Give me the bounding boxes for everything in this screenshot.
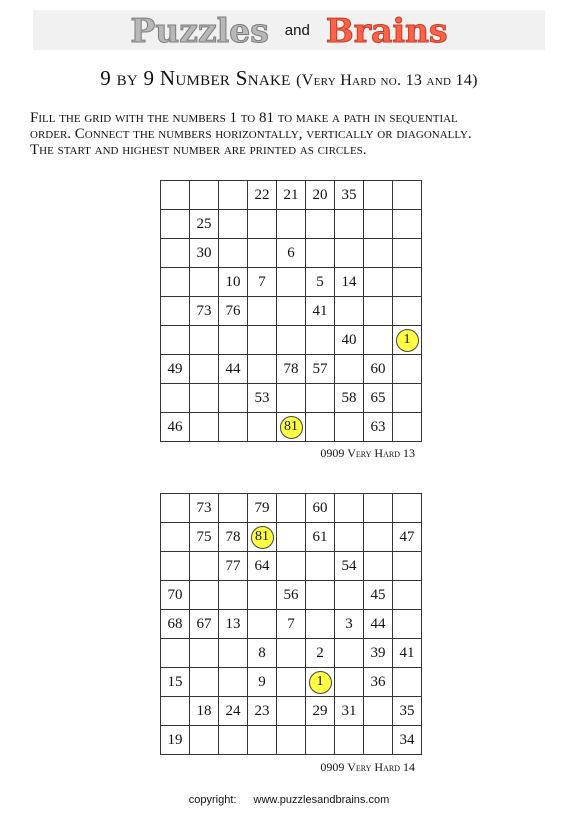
grid-cell[interactable]	[161, 384, 190, 413]
circled-number: 81	[251, 526, 274, 549]
grid-cell[interactable]	[306, 384, 335, 413]
puzzle-caption: 0909 Very Hard 14	[320, 760, 415, 774]
cell-number: 78	[283, 360, 299, 377]
grid-cell[interactable]	[190, 639, 219, 668]
cell-number: 56	[283, 586, 299, 603]
grid-cell[interactable]	[393, 494, 422, 523]
grid-cell[interactable]	[335, 326, 364, 355]
grid-cell[interactable]	[335, 581, 364, 610]
grid-cell[interactable]	[335, 726, 364, 755]
grid-cell[interactable]	[161, 413, 190, 442]
grid-cell[interactable]	[364, 239, 393, 268]
grid-cell[interactable]	[393, 523, 422, 552]
grid-cell[interactable]	[306, 268, 335, 297]
grid-cell[interactable]	[277, 639, 306, 668]
grid-cell[interactable]	[393, 239, 422, 268]
grid-cell[interactable]	[364, 355, 393, 384]
cell-number: 61	[312, 528, 328, 545]
grid-cell[interactable]	[306, 581, 335, 610]
cell-number: 44	[370, 615, 386, 632]
grid-cell[interactable]	[161, 668, 190, 697]
grid-cell[interactable]	[219, 326, 248, 355]
grid-cell[interactable]	[161, 552, 190, 581]
grid-cell[interactable]	[219, 181, 248, 210]
copyright-url[interactable]: www.puzzlesandbrains.com	[253, 794, 390, 806]
cell-number: 19	[167, 731, 183, 748]
grid-cell[interactable]	[393, 639, 422, 668]
cell-number: 78	[225, 528, 241, 545]
grid-cell[interactable]	[219, 639, 248, 668]
instruction-line: order. Connect the numbers horizontally, vertically or diagonally.	[30, 126, 472, 142]
grid-cell[interactable]	[364, 697, 393, 726]
grid-cell[interactable]	[190, 581, 219, 610]
grid-cell[interactable]	[335, 181, 364, 210]
circled-number: 1	[309, 671, 332, 694]
cell-number: 15	[167, 673, 183, 690]
grid-cell[interactable]	[335, 697, 364, 726]
grid-cell[interactable]	[219, 523, 248, 552]
cell-number: 9	[258, 673, 266, 690]
grid-cell[interactable]	[219, 384, 248, 413]
grid-cell[interactable]	[190, 697, 219, 726]
title-main: 9 by 9 Number Snake	[100, 66, 291, 90]
grid-cell[interactable]	[248, 552, 277, 581]
grid-cell[interactable]	[219, 581, 248, 610]
cell-number: 34	[399, 731, 415, 748]
cell-number: 63	[370, 418, 386, 435]
grid-cell[interactable]	[219, 668, 248, 697]
grid-cell[interactable]	[335, 494, 364, 523]
circled-number: 1	[396, 329, 419, 352]
grid-cell[interactable]	[219, 239, 248, 268]
grid-cell[interactable]	[219, 268, 248, 297]
grid-cell[interactable]	[277, 668, 306, 697]
cell-number: 40	[341, 331, 357, 348]
grid-cell[interactable]	[190, 668, 219, 697]
grid-cell[interactable]	[335, 413, 364, 442]
grid-cell[interactable]	[248, 610, 277, 639]
grid-row	[161, 639, 422, 668]
instruction-line: Fill the grid with the numbers 1 to 81 to make a path in sequential	[30, 110, 458, 126]
grid-cell[interactable]	[277, 494, 306, 523]
grid-cell[interactable]	[190, 552, 219, 581]
grid-cell[interactable]	[161, 494, 190, 523]
grid-cell[interactable]	[248, 326, 277, 355]
grid-cell[interactable]	[161, 297, 190, 326]
cell-number: 60	[312, 499, 328, 516]
grid-cell[interactable]	[277, 697, 306, 726]
cell-number: 8	[258, 644, 266, 661]
cell-number: 75	[196, 528, 212, 545]
grid-cell[interactable]	[306, 726, 335, 755]
grid-cell[interactable]	[277, 413, 306, 442]
grid-cell[interactable]	[393, 413, 422, 442]
cell-number: 54	[341, 557, 357, 574]
cell-number: 3	[345, 615, 353, 632]
grid-cell[interactable]	[306, 210, 335, 239]
grid-cell[interactable]	[219, 494, 248, 523]
cell-number: 25	[196, 215, 212, 232]
grid-row	[161, 552, 422, 581]
grid-cell[interactable]	[219, 355, 248, 384]
cell-number: 7	[258, 273, 266, 290]
cell-number: 7	[287, 615, 295, 632]
grid-cell[interactable]	[161, 610, 190, 639]
grid-cell[interactable]	[248, 181, 277, 210]
grid-cell[interactable]	[393, 297, 422, 326]
grid-cell[interactable]	[219, 552, 248, 581]
grid-cell[interactable]	[190, 355, 219, 384]
grid-cell[interactable]	[190, 523, 219, 552]
cell-number: 67	[196, 615, 212, 632]
cell-number: 41	[312, 302, 328, 319]
grid-row	[161, 697, 422, 726]
cell-number: 79	[254, 499, 270, 516]
grid-row	[161, 210, 422, 239]
grid-cell[interactable]	[306, 326, 335, 355]
grid-cell[interactable]	[190, 610, 219, 639]
grid-cell[interactable]	[335, 268, 364, 297]
grid-cell[interactable]	[248, 268, 277, 297]
site-logo-banner	[33, 10, 545, 50]
grid-cell[interactable]	[277, 210, 306, 239]
grid-cell[interactable]	[161, 210, 190, 239]
grid-cell[interactable]	[364, 210, 393, 239]
grid-cell[interactable]	[306, 610, 335, 639]
grid-cell[interactable]	[393, 355, 422, 384]
circled-number: 81	[280, 416, 303, 439]
puzzle-caption: 0909 Very Hard 13	[320, 446, 415, 460]
puzzle-grid-very-hard-13	[160, 180, 422, 442]
instruction-line: The start and highest number are printed as circles.	[30, 142, 367, 158]
cell-number: 14	[341, 273, 357, 290]
grid-cell[interactable]	[364, 494, 393, 523]
grid-cell[interactable]	[364, 268, 393, 297]
grid-cell[interactable]	[364, 639, 393, 668]
grid-cell[interactable]	[306, 413, 335, 442]
cell-number: 29	[312, 702, 328, 719]
grid-cell[interactable]	[335, 610, 364, 639]
grid-cell[interactable]	[161, 697, 190, 726]
cell-number: 58	[341, 389, 357, 406]
grid-cell[interactable]	[393, 581, 422, 610]
grid-cell[interactable]	[393, 326, 422, 355]
copyright-footer	[0, 794, 578, 806]
grid-cell[interactable]	[364, 181, 393, 210]
cell-number: 10	[225, 273, 241, 290]
cell-number: 53	[254, 389, 270, 406]
grid-cell[interactable]	[219, 726, 248, 755]
grid-cell[interactable]	[364, 581, 393, 610]
logo-word-puzzles: Puzzles	[130, 10, 269, 50]
grid-cell[interactable]	[306, 239, 335, 268]
grid-cell[interactable]	[306, 355, 335, 384]
grid-cell[interactable]	[364, 668, 393, 697]
cell-number: 60	[370, 360, 386, 377]
grid-cell[interactable]	[190, 413, 219, 442]
grid-cell[interactable]	[306, 668, 335, 697]
grid-cell[interactable]	[190, 726, 219, 755]
cell-number: 13	[225, 615, 241, 632]
grid-cell[interactable]	[161, 581, 190, 610]
grid-cell[interactable]	[277, 297, 306, 326]
grid-cell[interactable]	[335, 355, 364, 384]
cell-number: 49	[167, 360, 183, 377]
grid-cell[interactable]	[393, 268, 422, 297]
grid-cell[interactable]	[248, 413, 277, 442]
grid-cell[interactable]	[190, 268, 219, 297]
instructions	[30, 110, 560, 158]
grid-cell[interactable]	[393, 726, 422, 755]
grid-cell[interactable]	[248, 239, 277, 268]
grid-row	[161, 384, 422, 413]
grid-cell[interactable]	[161, 355, 190, 384]
grid-row	[161, 413, 422, 442]
cell-number: 44	[225, 360, 241, 377]
grid-cell[interactable]	[335, 297, 364, 326]
grid-cell[interactable]	[161, 239, 190, 268]
grid-cell[interactable]	[277, 355, 306, 384]
grid-cell[interactable]	[248, 639, 277, 668]
grid-cell[interactable]	[306, 639, 335, 668]
grid-cell[interactable]	[248, 697, 277, 726]
grid-cell[interactable]	[248, 581, 277, 610]
grid-row	[161, 523, 422, 552]
cell-number: 46	[167, 418, 183, 435]
cell-number: 47	[399, 528, 415, 545]
cell-number: 18	[196, 702, 212, 719]
grid-cell[interactable]	[248, 726, 277, 755]
cell-number: 41	[399, 644, 415, 661]
grid-cell[interactable]	[393, 697, 422, 726]
cell-number: 45	[370, 586, 386, 603]
cell-number: 21	[283, 186, 299, 203]
grid-cell[interactable]	[248, 297, 277, 326]
grid-cell[interactable]	[219, 610, 248, 639]
grid-cell[interactable]	[277, 326, 306, 355]
logo-word-and: and	[284, 21, 310, 39]
grid-cell[interactable]	[335, 210, 364, 239]
grid-cell[interactable]	[190, 384, 219, 413]
grid-cell[interactable]	[248, 355, 277, 384]
grid-row	[161, 326, 422, 355]
grid-cell[interactable]	[335, 639, 364, 668]
grid-cell[interactable]	[393, 210, 422, 239]
grid-row	[161, 297, 422, 326]
grid-cell[interactable]	[248, 494, 277, 523]
puzzle-grid-very-hard-14	[160, 493, 422, 755]
grid-row	[161, 581, 422, 610]
grid-cell[interactable]	[277, 181, 306, 210]
cell-number: 57	[312, 360, 328, 377]
grid-cell[interactable]	[277, 523, 306, 552]
grid-cell[interactable]	[364, 552, 393, 581]
title-subtitle: (Very Hard no. 13 and 14)	[296, 72, 478, 89]
grid-cell[interactable]	[393, 384, 422, 413]
grid-cell[interactable]	[161, 268, 190, 297]
grid-row	[161, 668, 422, 697]
grid-cell[interactable]	[364, 297, 393, 326]
grid-cell[interactable]	[277, 726, 306, 755]
cell-number: 64	[254, 557, 270, 574]
grid-cell[interactable]	[219, 210, 248, 239]
grid-cell[interactable]	[393, 552, 422, 581]
grid-cell[interactable]	[190, 494, 219, 523]
cell-number: 73	[196, 302, 212, 319]
cell-number: 6	[287, 244, 295, 261]
grid-cell[interactable]	[190, 181, 219, 210]
grid-cell[interactable]	[306, 552, 335, 581]
cell-number: 30	[196, 244, 212, 261]
grid-row	[161, 726, 422, 755]
grid-cell[interactable]	[219, 413, 248, 442]
cell-number: 73	[196, 499, 212, 516]
grid-cell[interactable]	[248, 384, 277, 413]
copyright-label: copyright:	[188, 794, 237, 806]
grid-cell[interactable]	[306, 523, 335, 552]
cell-number: 31	[341, 702, 357, 719]
grid-cell[interactable]	[190, 210, 219, 239]
grid-cell[interactable]	[393, 610, 422, 639]
grid-cell[interactable]	[190, 297, 219, 326]
cell-number: 23	[254, 702, 270, 719]
grid-cell[interactable]	[306, 297, 335, 326]
grid-row	[161, 610, 422, 639]
grid-cell[interactable]	[219, 697, 248, 726]
cell-number: 20	[312, 186, 328, 203]
grid-cell[interactable]	[364, 413, 393, 442]
cell-number: 35	[341, 186, 357, 203]
cell-number: 36	[370, 673, 386, 690]
cell-number: 5	[316, 273, 324, 290]
grid-cell[interactable]	[364, 384, 393, 413]
cell-number: 70	[167, 586, 183, 603]
grid-cell[interactable]	[306, 494, 335, 523]
cell-number: 65	[370, 389, 386, 406]
grid-cell[interactable]	[393, 181, 422, 210]
grid-cell[interactable]	[335, 523, 364, 552]
logo-word-brains: Brains	[325, 10, 448, 50]
grid-cell[interactable]	[364, 326, 393, 355]
grid-cell[interactable]	[190, 239, 219, 268]
grid-cell[interactable]	[248, 210, 277, 239]
grid-row	[161, 355, 422, 384]
grid-cell[interactable]	[393, 668, 422, 697]
grid-cell[interactable]	[161, 181, 190, 210]
cell-number: 24	[225, 702, 241, 719]
cell-number: 68	[167, 615, 183, 632]
grid-cell[interactable]	[335, 552, 364, 581]
cell-number: 2	[316, 644, 324, 661]
page-title	[0, 66, 578, 91]
cell-number: 22	[254, 186, 270, 203]
grid-cell[interactable]	[277, 239, 306, 268]
grid-row	[161, 268, 422, 297]
grid-cell[interactable]	[190, 326, 219, 355]
grid-cell[interactable]	[335, 668, 364, 697]
grid-cell[interactable]	[161, 523, 190, 552]
grid-row	[161, 181, 422, 210]
grid-cell[interactable]	[277, 384, 306, 413]
cell-number: 35	[399, 702, 415, 719]
grid-cell[interactable]	[161, 639, 190, 668]
cell-number: 76	[225, 302, 241, 319]
grid-cell[interactable]	[161, 326, 190, 355]
grid-cell[interactable]	[219, 297, 248, 326]
cell-number: 39	[370, 644, 386, 661]
grid-cell[interactable]	[277, 581, 306, 610]
grid-cell[interactable]	[248, 668, 277, 697]
grid-cell[interactable]	[306, 697, 335, 726]
grid-cell[interactable]	[248, 523, 277, 552]
grid-cell[interactable]	[161, 726, 190, 755]
grid-cell[interactable]	[277, 552, 306, 581]
grid-cell[interactable]	[364, 610, 393, 639]
grid-cell[interactable]	[277, 610, 306, 639]
grid-cell[interactable]	[364, 523, 393, 552]
grid-cell[interactable]	[335, 384, 364, 413]
grid-row	[161, 239, 422, 268]
grid-cell[interactable]	[306, 181, 335, 210]
cell-number: 77	[225, 557, 241, 574]
grid-row	[161, 494, 422, 523]
grid-cell[interactable]	[277, 268, 306, 297]
grid-cell[interactable]	[364, 726, 393, 755]
grid-cell[interactable]	[335, 239, 364, 268]
